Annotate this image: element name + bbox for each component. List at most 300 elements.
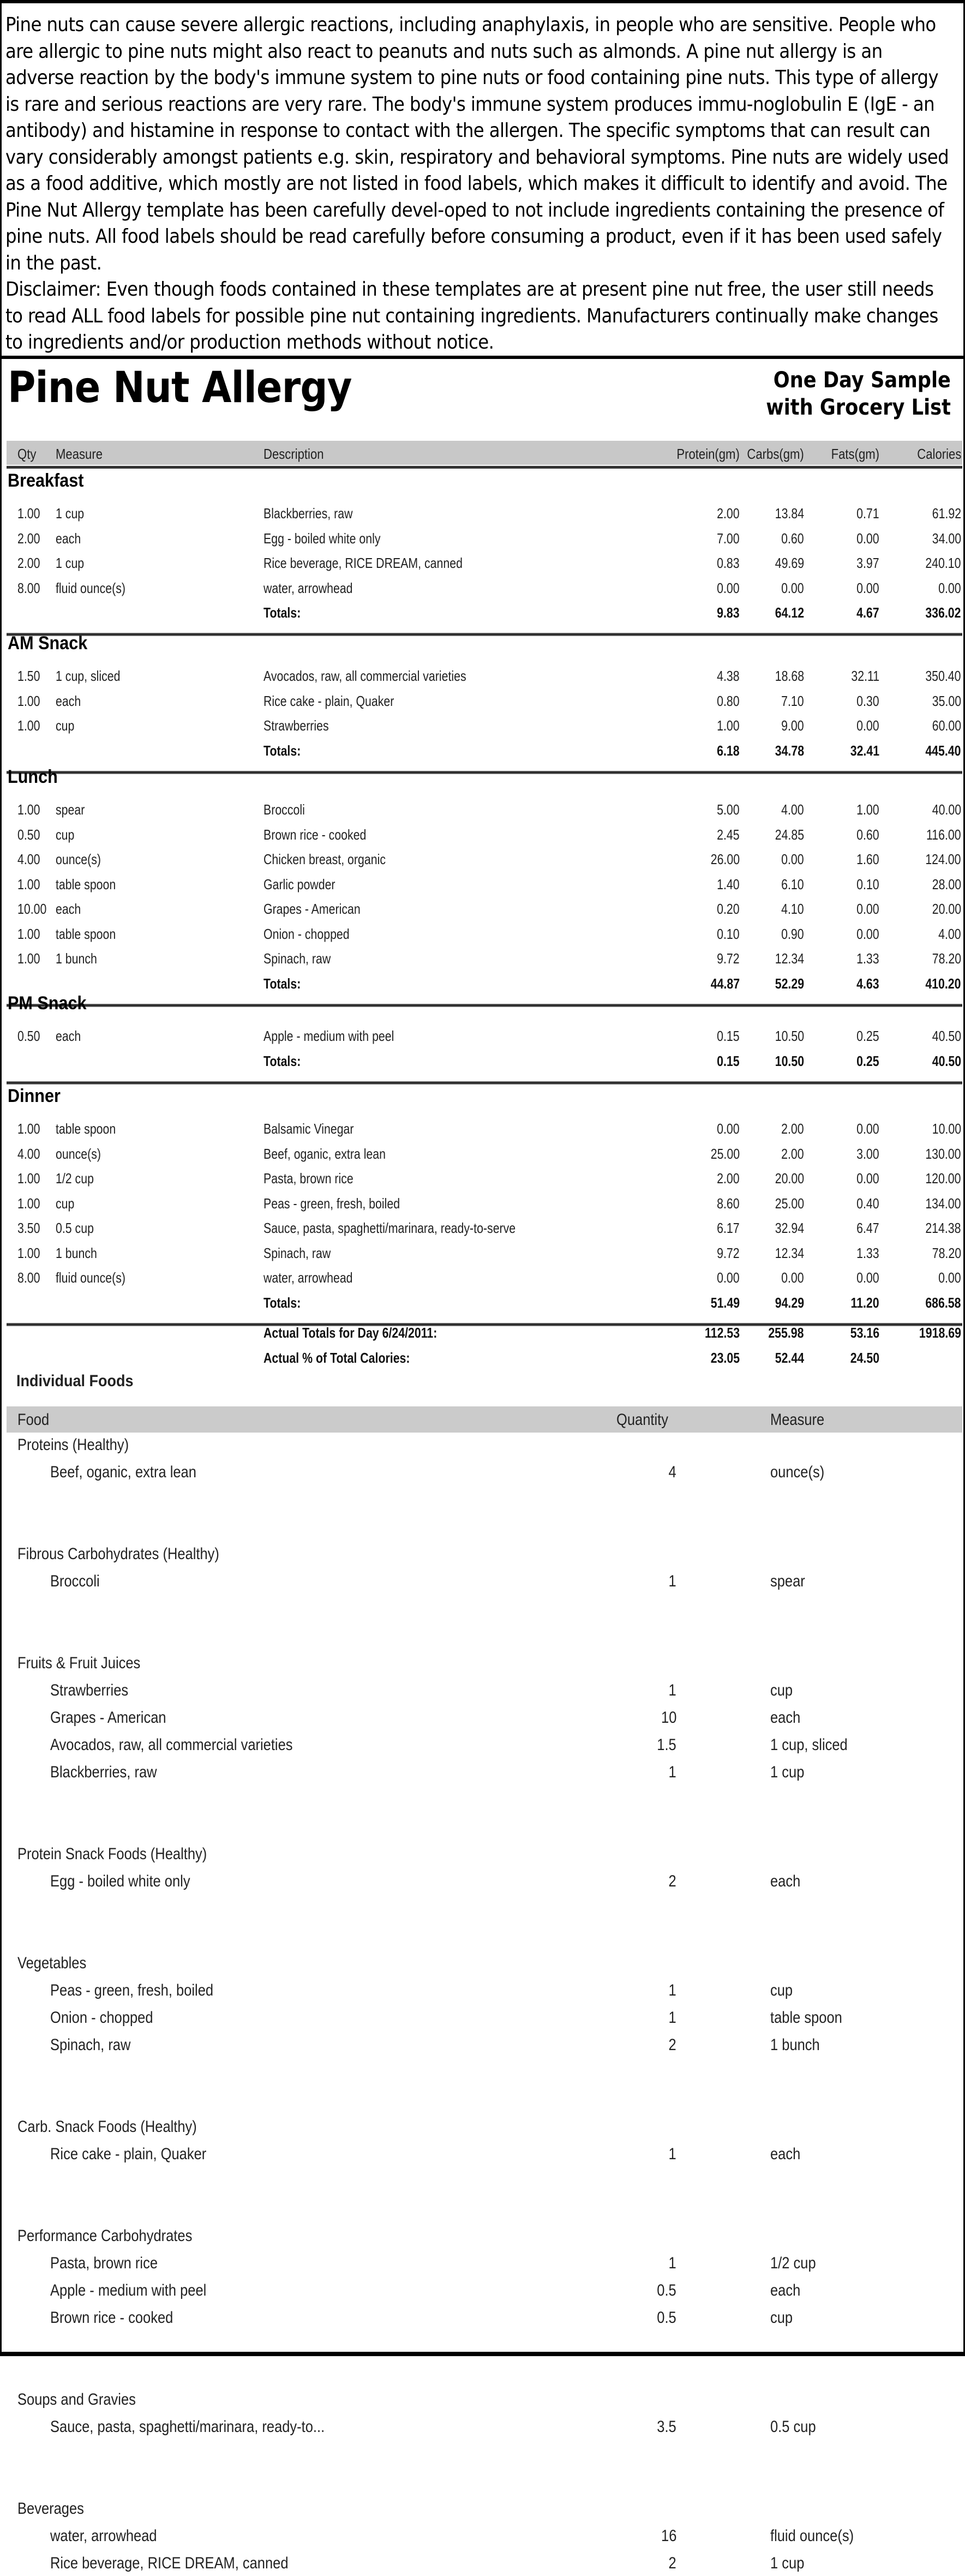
cell-fats: 0.00	[856, 579, 879, 596]
cell-calories: 34.00	[932, 530, 961, 547]
cell-qty: 1.00	[17, 505, 40, 522]
grocery-food: Rice cake - plain, Quaker	[50, 2145, 207, 2163]
total-label: Totals:	[263, 1052, 301, 1069]
cell-carbs: 2.00	[781, 1145, 804, 1162]
meal-item-row	[7, 801, 962, 823]
cell-protein: 2.00	[717, 1170, 740, 1187]
total-label: Totals:	[263, 742, 301, 759]
grocery-category: Protein Snack Foods (Healthy)	[17, 1845, 207, 1863]
cell-carbs: 9.00	[781, 717, 804, 734]
total-calories: 336.02	[925, 604, 961, 621]
grocery-category: Proteins (Healthy)	[17, 1436, 129, 1454]
grocery-category: Carb. Snack Foods (Healthy)	[17, 2118, 197, 2136]
grocery-quantity: 2	[668, 1872, 676, 1890]
grocery-food: Onion - chopped	[50, 2009, 153, 2027]
day-totals-row	[7, 1325, 962, 1346]
grocery-col-food: Food	[17, 1411, 50, 1429]
meal-item-row	[7, 1269, 962, 1291]
grocery-measure: 0.5 cup	[770, 2418, 816, 2436]
cell-carbs: 10.50	[775, 1028, 804, 1044]
cell-measure: each	[56, 530, 81, 547]
meal-item-row	[7, 1121, 962, 1142]
total-calories: 410.20	[925, 975, 961, 992]
cell-fats: 3.97	[856, 555, 879, 571]
grocery-item	[0, 2554, 965, 2576]
grocery-quantity: 1	[668, 2009, 676, 2027]
cell-carbs: 20.00	[775, 1170, 804, 1187]
grocery-item	[0, 2418, 965, 2440]
cell-qty: 2.00	[17, 530, 40, 547]
cell-description: Beef, oganic, extra lean	[263, 1145, 386, 1162]
cell-calories: 60.00	[932, 717, 961, 734]
cell-qty: 2.00	[17, 555, 40, 571]
cell-protein: 0.10	[717, 925, 740, 942]
meal-totals-row	[7, 975, 962, 997]
cell-description: Strawberries	[263, 717, 329, 734]
meal-item-row	[7, 1195, 962, 1217]
cell-calories: 240.10	[925, 555, 961, 571]
cell-qty: 0.50	[17, 826, 40, 843]
cell-description: Egg - boiled white only	[263, 530, 381, 547]
grocery-quantity: 1	[668, 2254, 676, 2272]
cell-fats: 0.60	[856, 826, 879, 843]
cell-calories: 120.00	[925, 1170, 961, 1187]
meal-item-row	[7, 876, 962, 898]
cell-description: Chicken breast, organic	[263, 851, 386, 867]
meal-item-row	[7, 901, 962, 922]
cell-qty: 1.00	[17, 692, 40, 709]
cell-protein: 2.45	[717, 826, 740, 843]
total-fats: 4.67	[856, 604, 879, 621]
grocery-quantity: 0.5	[657, 2309, 676, 2327]
meal-item-row	[7, 555, 962, 577]
cell-measure: spear	[56, 801, 85, 818]
grocery-measure: 1 cup	[770, 1763, 805, 1781]
meal-separator	[7, 633, 962, 636]
cell-carbs: 4.00	[781, 801, 804, 818]
cell-protein: 4.38	[717, 668, 740, 684]
grocery-category: Performance Carbohydrates	[17, 2227, 193, 2245]
grocery-food: Sauce, pasta, spaghetti/marinara, ready-to...	[50, 2418, 325, 2436]
meal-item-row	[7, 1220, 962, 1242]
cell-qty: 1.00	[17, 1170, 40, 1187]
meal-table-header	[7, 441, 962, 465]
cell-description: Spinach, raw	[263, 1244, 331, 1261]
grocery-item	[0, 1572, 965, 1594]
cell-carbs: 12.34	[775, 1244, 804, 1261]
cell-measure: ounce(s)	[56, 1145, 101, 1162]
day-total-calories: 1918.69	[919, 1325, 961, 1341]
cell-calories: 61.92	[932, 505, 961, 522]
cell-description: Sauce, pasta, spaghetti/marinara, ready-to-serve	[263, 1220, 516, 1236]
cell-fats: 0.00	[856, 717, 879, 734]
cell-protein: 0.00	[717, 1269, 740, 1286]
grocery-measure: each	[770, 1709, 801, 1727]
cell-fats: 0.00	[856, 530, 879, 547]
cell-carbs: 2.00	[781, 1121, 804, 1137]
total-fats: 32.41	[850, 742, 879, 759]
total-carbs: 10.50	[775, 1052, 804, 1069]
grocery-category: Fibrous Carbohydrates (Healthy)	[17, 1545, 219, 1563]
cell-description: Blackberries, raw	[263, 505, 353, 522]
grocery-quantity: 3.5	[657, 2418, 676, 2436]
cell-qty: 1.00	[17, 801, 40, 818]
cell-carbs: 18.68	[775, 668, 804, 684]
cell-fats: 0.00	[856, 1170, 879, 1187]
total-calories: 445.40	[925, 742, 961, 759]
col-fats: Fats(gm)	[831, 446, 879, 462]
cell-calories: 78.20	[932, 1244, 961, 1261]
cell-qty: 4.00	[17, 1145, 40, 1162]
meal-item-row	[7, 505, 962, 527]
day-percent-carbs: 52.44	[775, 1350, 804, 1366]
grocery-measure: 1 bunch	[770, 2036, 820, 2054]
cell-fats: 0.25	[856, 1028, 879, 1044]
cell-qty: 1.00	[17, 876, 40, 892]
cell-measure: cup	[56, 1195, 75, 1212]
cell-calories: 4.00	[938, 925, 961, 942]
grocery-measure: cup	[770, 1681, 793, 1699]
cell-calories: 35.00	[932, 692, 961, 709]
grocery-measure: table spoon	[770, 2009, 842, 2027]
cell-carbs: 0.00	[781, 579, 804, 596]
day-percent-protein: 23.05	[710, 1350, 740, 1366]
cell-protein: 7.00	[717, 530, 740, 547]
cell-calories: 124.00	[925, 851, 961, 867]
cell-measure: 1 cup	[56, 505, 85, 522]
total-calories: 686.58	[925, 1294, 961, 1311]
grocery-quantity: 1	[668, 1572, 676, 1590]
section-divider	[0, 356, 965, 359]
grocery-quantity: 1	[668, 1981, 676, 1999]
cell-description: Rice cake - plain, Quaker	[263, 692, 394, 709]
cell-fats: 0.40	[856, 1195, 879, 1212]
meal-item-row	[7, 1146, 962, 1167]
cell-protein: 0.80	[717, 692, 740, 709]
grocery-category: Vegetables	[17, 1954, 87, 1972]
cell-protein: 5.00	[717, 801, 740, 818]
col-calories: Calories	[916, 446, 961, 462]
cell-description: water, arrowhead	[263, 579, 353, 596]
cell-protein: 8.60	[717, 1195, 740, 1212]
cell-protein: 26.00	[710, 851, 740, 867]
grocery-quantity: 2	[668, 2036, 676, 2054]
meal-separator	[7, 1081, 962, 1085]
grocery-title: Individual Foods	[16, 1372, 134, 1390]
total-protein: 6.18	[717, 742, 740, 759]
grocery-item	[0, 2527, 965, 2549]
grocery-food: Brown rice - cooked	[50, 2309, 173, 2327]
col-carbs: Carbs(gm)	[747, 446, 804, 462]
meal-totals-row	[7, 604, 962, 626]
grocery-quantity: 0.5	[657, 2281, 676, 2299]
grocery-food: Apple - medium with peel	[50, 2281, 207, 2299]
cell-protein: 6.17	[717, 1220, 740, 1236]
cell-carbs: 12.34	[775, 950, 804, 967]
cell-fats: 32.11	[851, 668, 879, 684]
disclaimer-paragraph: Disclaimer: Even though foods contained in these templates are at present pine nut free, the user still needs to read ALL food labels for possible pine nut containing ingredients. Manufacturers continually make changes to ingredients and/or production methods without notice.	[5, 278, 938, 354]
meal-separator	[7, 771, 962, 774]
cell-protein: 1.40	[717, 876, 740, 892]
grocery-category: Fruits & Fruit Juices	[17, 1654, 141, 1672]
grocery-quantity: 4	[668, 1463, 676, 1481]
cell-calories: 116.00	[926, 826, 961, 843]
grocery-item	[0, 2036, 965, 2058]
cell-measure: table spoon	[56, 876, 116, 892]
subtitle-line-1: One Day Sample	[773, 368, 951, 393]
cell-fats: 1.00	[856, 801, 879, 818]
grocery-food: Strawberries	[50, 1681, 129, 1699]
day-total-label: Actual Totals for Day 6/24/2011:	[263, 1325, 437, 1341]
total-carbs: 52.29	[775, 975, 804, 992]
total-protein: 9.83	[717, 604, 740, 621]
cell-fats: 0.00	[856, 925, 879, 942]
grocery-quantity: 1	[668, 1681, 676, 1699]
meal-title: Dinner	[8, 1086, 61, 1106]
cell-description: Pasta, brown rice	[263, 1170, 353, 1187]
cell-protein: 1.00	[717, 717, 740, 734]
cell-protein: 9.72	[717, 950, 740, 967]
grocery-measure: 1/2 cup	[770, 2254, 816, 2272]
grocery-measure: spear	[770, 1572, 805, 1590]
grocery-measure: cup	[770, 1981, 793, 1999]
cell-carbs: 4.10	[781, 901, 804, 917]
total-fats: 0.25	[856, 1052, 879, 1069]
cell-calories: 40.50	[932, 1028, 961, 1044]
cell-calories: 214.38	[925, 1220, 961, 1236]
col-protein: Protein(gm)	[676, 446, 740, 462]
cell-measure: table spoon	[56, 1121, 116, 1137]
cell-measure: each	[56, 901, 81, 917]
cell-measure: cup	[56, 717, 75, 734]
cell-qty: 1.00	[17, 1244, 40, 1261]
cell-carbs: 25.00	[775, 1195, 804, 1212]
grocery-measure: ounce(s)	[770, 1463, 825, 1481]
meal-item-row	[7, 693, 962, 715]
cell-description: Avocados, raw, all commercial varieties	[263, 668, 466, 684]
cell-description: Balsamic Vinegar	[263, 1121, 354, 1137]
grocery-item	[0, 1763, 965, 1785]
grocery-measure: cup	[770, 2309, 793, 2327]
meal-item-row	[7, 826, 962, 848]
total-label: Totals:	[263, 604, 301, 621]
meal-item-row	[7, 580, 962, 602]
cell-calories: 40.00	[932, 801, 961, 818]
grocery-item	[0, 2009, 965, 2030]
grocery-quantity: 1	[668, 1763, 676, 1781]
grocery-food: Spinach, raw	[50, 2036, 131, 2054]
cell-protein: 25.00	[710, 1145, 740, 1162]
col-measure: Measure	[56, 446, 103, 462]
cell-measure: fluid ounce(s)	[56, 1269, 125, 1286]
cell-description: water, arrowhead	[263, 1269, 353, 1286]
meal-item-row	[7, 950, 962, 972]
header-underline	[7, 466, 962, 469]
grocery-food: Pasta, brown rice	[50, 2254, 158, 2272]
cell-qty: 1.00	[17, 950, 40, 967]
cell-description: Apple - medium with peel	[263, 1028, 394, 1044]
grocery-quantity: 10	[661, 1709, 676, 1727]
meal-item-row	[7, 717, 962, 739]
cell-measure: each	[56, 692, 81, 709]
day-total-fats: 53.16	[850, 1325, 879, 1341]
cell-carbs: 0.60	[781, 530, 804, 547]
cell-qty: 3.50	[17, 1220, 40, 1236]
grocery-food: Peas - green, fresh, boiled	[50, 1981, 214, 1999]
cell-carbs: 49.69	[775, 555, 804, 571]
grocery-item	[0, 2309, 965, 2331]
grocery-measure: each	[770, 2281, 801, 2299]
cell-carbs: 32.94	[775, 1220, 804, 1236]
meal-item-row	[7, 1245, 962, 1267]
cell-qty: 8.00	[17, 1269, 40, 1286]
meal-title: PM Snack	[8, 993, 87, 1014]
grocery-col-measure: Measure	[770, 1411, 825, 1429]
cell-fats: 1.33	[856, 1244, 879, 1261]
grocery-item	[0, 2281, 965, 2303]
cell-measure: ounce(s)	[56, 851, 101, 867]
meal-totals-row	[7, 742, 962, 764]
cell-fats: 0.71	[856, 505, 879, 522]
cell-description: Rice beverage, RICE DREAM, canned	[263, 555, 463, 571]
cell-calories: 20.00	[932, 901, 961, 917]
cell-measure: 1 bunch	[56, 950, 97, 967]
day-percent-label: Actual % of Total Calories:	[263, 1350, 410, 1366]
page-subtitle	[766, 367, 951, 421]
grocery-quantity: 1.5	[657, 1736, 676, 1754]
total-label: Totals:	[263, 1294, 301, 1311]
grocery-food: Egg - boiled white only	[50, 1872, 190, 1890]
grocery-quantity: 1	[668, 2145, 676, 2163]
page-title: Pine Nut Allergy	[8, 363, 352, 412]
grocery-food: Beef, oganic, extra lean	[50, 1463, 196, 1481]
meal-item-row	[7, 530, 962, 552]
cell-carbs: 6.10	[781, 876, 804, 892]
cell-calories: 350.40	[925, 668, 961, 684]
col-qty: Qty	[17, 446, 37, 462]
total-protein: 44.87	[710, 975, 740, 992]
meal-item-row	[7, 1170, 962, 1192]
meal-title: Lunch	[8, 766, 58, 787]
cell-description: Spinach, raw	[263, 950, 331, 967]
cell-qty: 4.00	[17, 851, 40, 867]
cell-calories: 28.00	[932, 876, 961, 892]
cell-calories: 134.00	[925, 1195, 961, 1212]
cell-measure: table spoon	[56, 925, 116, 942]
intro-paragraph: Pine nuts can cause severe allergic reactions, including anaphylaxis, in people who are sensitive. People who are allergic to pine nuts might also react to peanuts and nuts such as almonds. A pine nut allergy is an adverse reaction by the body's immune system to pine nuts or food containing pine nuts. This type of allergy is rare and serious reactions are very rare. The body's immune system produces immu-noglobulin E (IgE - an antibody) and histamine in response to contact with the allergen. The specific symptoms that can result can vary considerably amongst patients e.g. skin, respiratory and behavioral symptoms. Pine nuts are widely used as a food additive, which mostly are not listed in food labels, which makes it difficult to identify and avoid. The Pine Nut Allergy template has been carefully devel-oped to not include ingredients containing the presence of pine nuts. All food labels should be read carefully before consuming a product, even if it has been used safely in the past.	[5, 14, 949, 274]
cell-description: Garlic powder	[263, 876, 335, 892]
grocery-food: Avocados, raw, all commercial varieties	[50, 1736, 293, 1754]
bottom-border	[0, 2352, 965, 2356]
cell-protein: 0.83	[717, 555, 740, 571]
subtitle-line-2: with Grocery List	[766, 395, 951, 420]
cell-measure: 1 cup, sliced	[56, 668, 121, 684]
cell-measure: cup	[56, 826, 75, 843]
cell-qty: 1.00	[17, 717, 40, 734]
cell-calories: 130.00	[925, 1145, 961, 1162]
cell-carbs: 13.84	[775, 505, 804, 522]
total-carbs: 64.12	[775, 604, 804, 621]
cell-fats: 0.30	[856, 692, 879, 709]
cell-protein: 0.20	[717, 901, 740, 917]
grocery-food: Rice beverage, RICE DREAM, canned	[50, 2554, 289, 2572]
cell-measure: fluid ounce(s)	[56, 579, 125, 596]
meal-totals-row	[7, 1053, 962, 1075]
grocery-food: Blackberries, raw	[50, 1763, 157, 1781]
day-total-carbs: 255.98	[768, 1325, 804, 1341]
grocery-measure: each	[770, 1872, 801, 1890]
grocery-table-header	[7, 1406, 962, 1433]
grocery-item	[0, 1681, 965, 1703]
grocery-item	[0, 2254, 965, 2276]
cell-fats: 1.60	[856, 851, 879, 867]
grocery-item	[0, 1872, 965, 1894]
grocery-measure: fluid ounce(s)	[770, 2527, 854, 2545]
cell-qty: 1.00	[17, 1121, 40, 1137]
meal-separator	[7, 1004, 962, 1007]
grocery-category: Soups and Gravies	[17, 2391, 136, 2409]
cell-qty: 0.50	[17, 1028, 40, 1044]
cell-carbs: 0.00	[781, 1269, 804, 1286]
day-percent-fats: 24.50	[850, 1350, 879, 1366]
grocery-item	[0, 1736, 965, 1758]
cell-protein: 9.72	[717, 1244, 740, 1261]
cell-carbs: 0.00	[781, 851, 804, 867]
meal-title: AM Snack	[8, 633, 88, 654]
grocery-item	[0, 1463, 965, 1485]
cell-calories: 0.00	[938, 579, 961, 596]
day-total-protein: 112.53	[704, 1325, 740, 1341]
cell-measure: 1/2 cup	[56, 1170, 94, 1187]
cell-measure: each	[56, 1028, 81, 1044]
cell-carbs: 0.90	[781, 925, 804, 942]
day-percent-row	[7, 1350, 962, 1371]
grocery-measure: each	[770, 2145, 801, 2163]
grocery-col-quantity: Quantity	[616, 1411, 668, 1429]
grocery-item	[0, 1981, 965, 2003]
cell-description: Broccoli	[263, 801, 305, 818]
grocery-quantity: 16	[661, 2527, 676, 2545]
cell-qty: 1.00	[17, 925, 40, 942]
total-label: Totals:	[263, 975, 301, 992]
cell-fats: 1.33	[856, 950, 879, 967]
grocery-item	[0, 1709, 965, 1730]
total-carbs: 94.29	[775, 1294, 804, 1311]
meal-item-row	[7, 926, 962, 948]
cell-measure: 1 bunch	[56, 1244, 97, 1261]
cell-protein: 0.00	[717, 579, 740, 596]
cell-description: Grapes - American	[263, 901, 361, 917]
total-protein: 0.15	[717, 1052, 740, 1069]
cell-protein: 2.00	[717, 505, 740, 522]
cell-measure: 1 cup	[56, 555, 85, 571]
cell-calories: 10.00	[932, 1121, 961, 1137]
grocery-measure: 1 cup, sliced	[770, 1736, 848, 1754]
total-carbs: 34.78	[775, 742, 804, 759]
grocery-food: water, arrowhead	[50, 2527, 157, 2545]
grocery-measure: 1 cup	[770, 2554, 805, 2572]
grocery-category: Beverages	[17, 2500, 84, 2518]
total-fats: 11.20	[850, 1294, 879, 1311]
cell-description: Brown rice - cooked	[263, 826, 367, 843]
meal-item-row	[7, 1028, 962, 1050]
meal-item-row	[7, 851, 962, 873]
cell-fats: 0.10	[856, 876, 879, 892]
cell-protein: 0.00	[717, 1121, 740, 1137]
meal-totals-row	[7, 1295, 962, 1316]
cell-calories: 0.00	[938, 1269, 961, 1286]
cell-fats: 0.00	[856, 1269, 879, 1286]
